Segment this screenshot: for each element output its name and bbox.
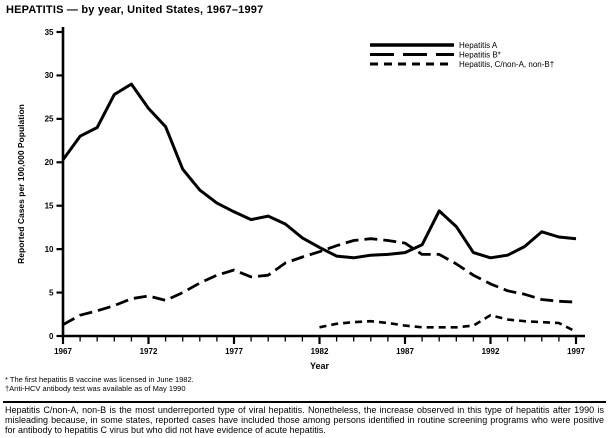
y-axis-label: Reported Cases per 100,000 Population <box>16 104 26 264</box>
y-tick-label-30: 30 <box>44 71 54 81</box>
y-tick-label-25: 25 <box>44 114 54 124</box>
y-tick-label-0: 0 <box>49 331 54 341</box>
y-tick-label-35: 35 <box>44 27 54 37</box>
legend <box>370 45 454 64</box>
x-tick-label-1972: 1972 <box>139 347 158 356</box>
divider-rule <box>3 401 606 403</box>
x-tick-label-1977: 1977 <box>225 347 243 356</box>
y-tick-label-5: 5 <box>49 288 54 298</box>
legend-label-hepatitis-a: Hepatitis A <box>459 40 498 50</box>
x-axis-label: Year <box>309 361 330 371</box>
x-tick-label-1982: 1982 <box>310 347 329 356</box>
legend-label-hepatitis-c-non-a-non-b: Hepatitis, C/non-A, non-B† <box>459 59 555 69</box>
y-tick-label-10: 10 <box>44 244 54 254</box>
series-line-hepatitis-b <box>63 239 576 325</box>
note-paragraph: Hepatitis C/non-A, non-B is the most underreported type of viral hepatitis. Nonetheless, the increase observed in this type of hepatitis after 1990 is misleading because, in some states, reported cases have included those among persons identified in routine screening programs who were positive for antibody to hepatitis C virus but who did not have evidence of acute hepatitis. <box>5 405 604 435</box>
series-line-hepatitis-a <box>63 84 576 258</box>
y-tick-label-20: 20 <box>44 158 54 168</box>
x-tick-label-1987: 1987 <box>396 347 414 356</box>
x-tick-label-1967: 1967 <box>54 347 72 356</box>
footnote-hepb-vaccine: * The first hepatitis B vaccine was licensed in June 1982. <box>5 375 194 384</box>
x-tick-label-1992: 1992 <box>481 347 500 356</box>
x-tick-label-1997: 1997 <box>567 347 585 356</box>
legend-label-hepatitis-b: Hepatitis B* <box>459 50 501 60</box>
series-line-hepatitis-c-non-a-non-b <box>320 315 577 332</box>
footnotes-block <box>5 376 595 393</box>
chart-title: HEPATITIS — by year, United States, 1967–1997 <box>6 4 264 16</box>
y-tick-label-15: 15 <box>44 201 54 211</box>
footnote-anti-hcv: †Anti-HCV antibody test was available as of May 1990 <box>5 383 186 393</box>
